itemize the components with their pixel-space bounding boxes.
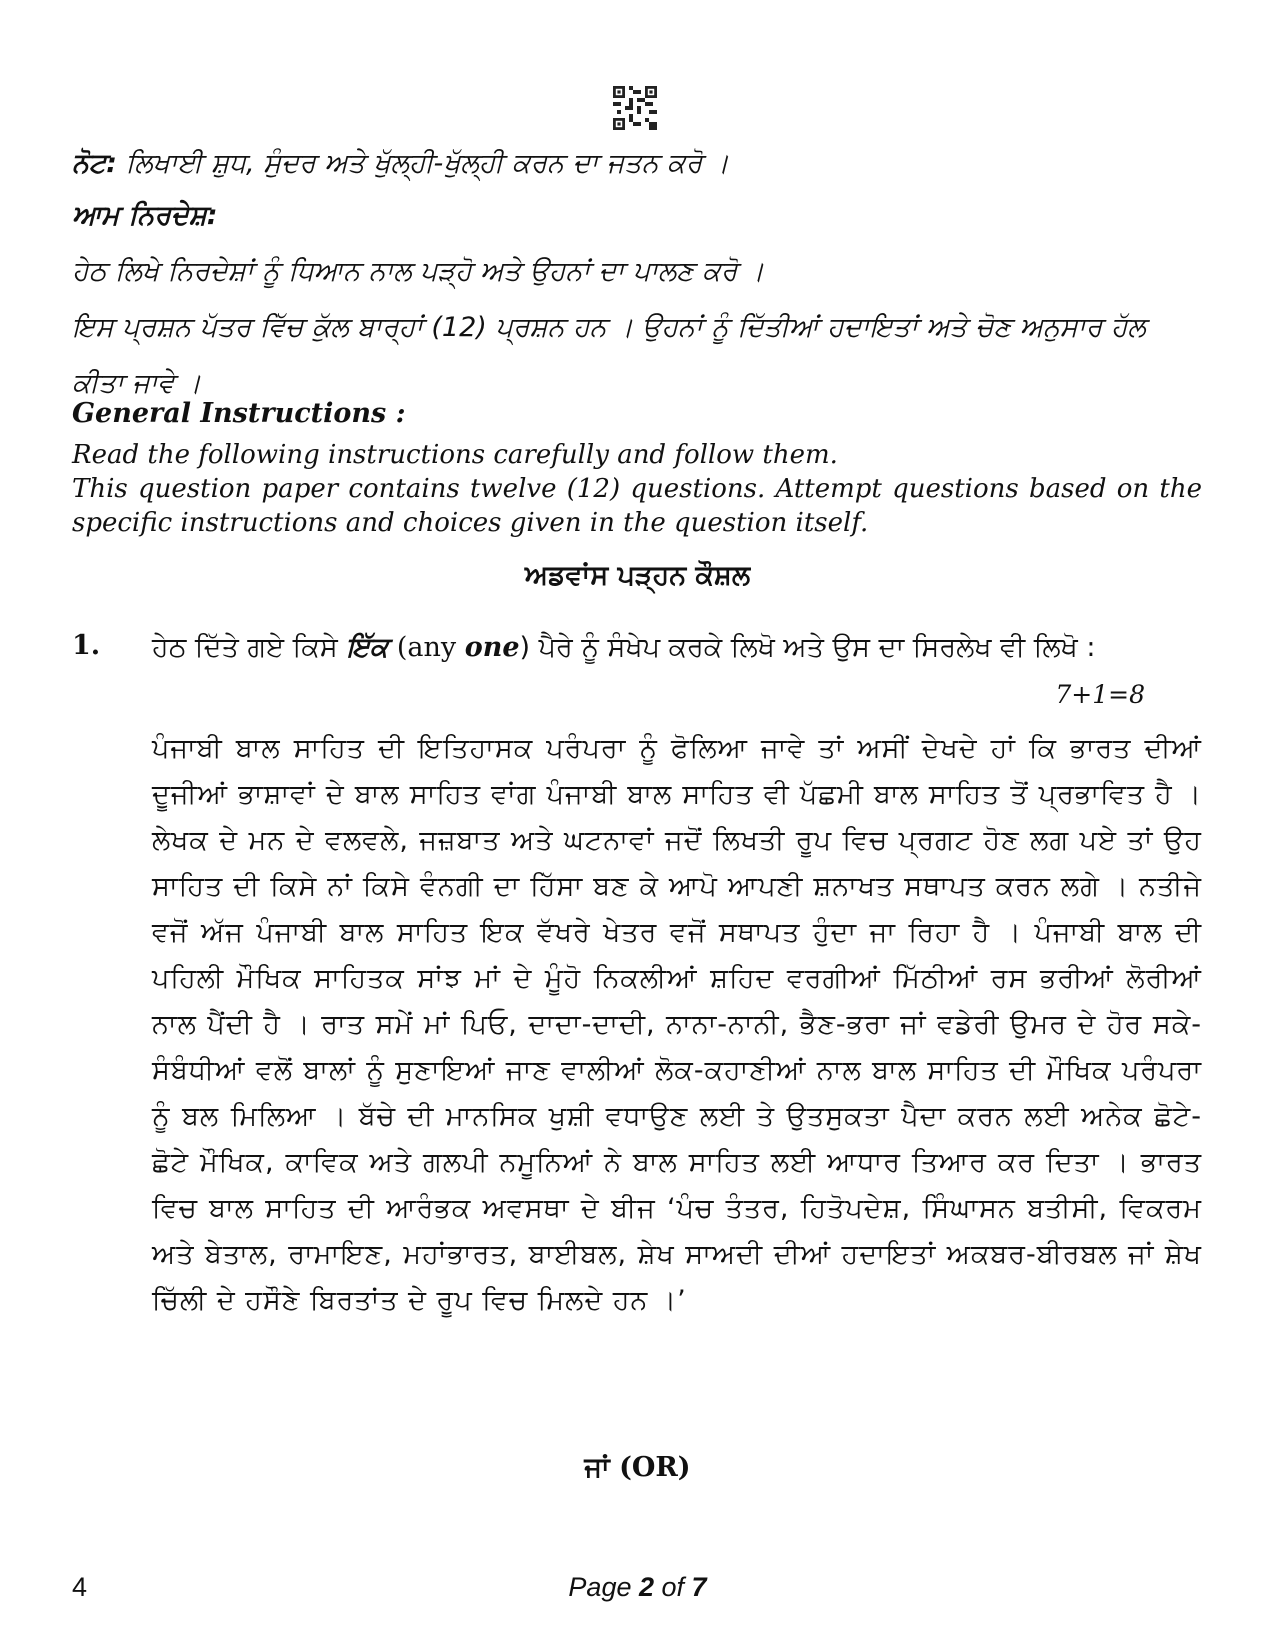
question-text-ek: ਇੱਕ xyxy=(346,632,389,663)
footer-code: 4 xyxy=(72,1572,88,1602)
page-total: 7 xyxy=(691,1572,707,1602)
passage-text: ਪੰਜਾਬੀ ਬਾਲ ਸਾਹਿਤ ਦੀ ਇਤਿਹਾਸਕ ਪਰੰਪਰਾ ਨੂੰ ਫੋਲਿਆ ਜਾਵੇ ਤਾਂ ਅਸੀਂ ਦੇਖਦੇ ਹਾਂ ਕਿ ਭਾਰਤ ਦੀਆਂ ਦੂਜੀਆਂ ਭਾਸ਼ਾਵਾਂ ਦੇ ਬਾਲ ਸਾਹਿਤ ਵਾਂਗ ਪੰਜਾਬੀ ਬਾਲ ਸਾਹਿਤ ਵੀ ਪੱਛਮੀ ਬਾਲ ਸਾਹਿਤ ਤੋਂ ਪ੍ਰਭਾਵਿਤ ਹੈ । ਲੇਖਕ ਦੇ ਮਨ ਦੇ ਵਲਵਲੇ, ਜਜ਼ਬਾਤ ਅਤੇ ਘਟਨਾਵਾਂ ਜਦੋਂ ਲਿਖਤੀ ਰੂਪ ਵਿਚ ਪ੍ਰਗਟ ਹੋਣ ਲਗ ਪਏ ਤਾਂ ਉਹ ਸਾਹਿਤ ਦੀ ਕਿਸੇ ਨਾਂ ਕਿਸੇ ਵੰਨਗੀ ਦਾ ਹਿੱਸਾ ਬਣ ਕੇ ਆਪੋ ਆਪਣੀ ਸ਼ਨਾਖਤ ਸਥਾਪਤ ਕਰਨ ਲਗੇ । ਨਤੀਜੇ ਵਜੋਂ ਅੱਜ ਪੰਜਾਬੀ ਬਾਲ ਸਾਹਿਤ ਇਕ ਵੱਖਰੇ ਖੇਤਰ ਵਜੋਂ ਸਥਾਪਤ ਹੁੰਦਾ ਜਾ ਰਿਹਾ ਹੈ । ਪੰਜਾਬੀ ਬਾਲ ਦੀ ਪਹਿਲੀ ਮੌਖਿਕ ਸਾਹਿਤਕ ਸਾਂਝ ਮਾਂ ਦੇ ਮੂੰਹੋ ਨਿਕਲੀਆਂ ਸ਼ਹਿਦ ਵਰਗੀਆਂ ਮਿੱਠੀਆਂ ਰਸ ਭਰੀਆਂ ਲੋਰੀਆਂ ਨਾਲ ਪੈਂਦੀ ਹੈ । ਰਾਤ ਸਮੇਂ ਮਾਂ ਪਿਓ, ਦਾਦਾ-ਦਾਦੀ, ਨਾਨਾ-ਨਾਨੀ, ਭੈਣ-ਭਰਾ ਜਾਂ ਵਡੇਰੀ ਉਮਰ ਦੇ ਹੋਰ ਸਕੇ-ਸੰਬੰਧੀਆਂ ਵਲੋਂ ਬਾਲਾਂ ਨੂੰ ਸੁਣਾਇਆਂ ਜਾਣ ਵਾਲੀਆਂ ਲੋਕ-ਕਹਾਣੀਆਂ ਨਾਲ ਬਾਲ ਸਾਹਿਤ ਦੀ ਮੌਖਿਕ ਪਰੰਪਰਾ ਨੂੰ ਬਲ ਮਿਲਿਆ । ਬੱਚੇ ਦੀ ਮਾਨਸਿਕ ਖੁਸ਼ੀ ਵਧਾਉਣ ਲਈ ਤੇ ਉਤਸੁਕਤਾ ਪੈਦਾ ਕਰਨ ਲਈ ਅਨੇਕ ਛੋਟੇ-ਛੋਟੇ ਮੌਖਿਕ, ਕਾਵਿਕ ਅਤੇ ਗਲਪੀ ਨਮੂਨਿਆਂ ਨੇ ਬਾਲ ਸਾਹਿਤ ਲਈ ਆਧਾਰ ਤਿਆਰ ਕਰ ਦਿਤਾ । ਭਾਰਤ ਵਿਚ ਬਾਲ ਸਾਹਿਤ ਦੀ ਆਰੰਭਕ ਅਵਸਥਾ ਦੇ ਬੀਜ ‘ਪੰਚ ਤੰਤਰ, ਹਿਤੋਪਦੇਸ਼, ਸਿੰਘਾਸਨ ਬਤੀਸੀ, ਵਿਕਰਮ ਅਤੇ ਬੇਤਾਲ, ਰਾਮਾਇਣ, ਮਹਾਂਭਾਰਤ, ਬਾਈਬਲ, ਸ਼ੇਖ ਸਾਅਦੀ ਦੀਆਂ ਹਦਾਇਤਾਂ ਅਕਬਰ-ਬੀਰਬਲ ਜਾਂ ਸ਼ੇਖ ਚਿੱਲੀ ਦੇ ਹਸੌਣੇ ਬਿਰਤਾਂਤ ਦੇ ਰੂਪ ਵਿਚ ਮਿਲਦੇ ਹਨ ।’ xyxy=(152,733,1202,1316)
general-en-line-1: Read the following instructions carefully and follow them. xyxy=(72,440,838,470)
question-text-any: (any xyxy=(388,632,465,663)
qr-code-icon xyxy=(613,86,657,130)
question-marks: 7+1=8 xyxy=(1055,680,1145,709)
page-current: 2 xyxy=(638,1572,655,1602)
general-pa-line-2: ਇਸ ਪ੍ਰਸ਼ਨ ਪੱਤਰ ਵਿੱਚ ਕੁੱਲ ਬਾਰ੍ਹਾਂ (12) ਪ੍ਰਸ਼ਨ ਹਨ । ਉਹਨਾਂ ਨੂੰ ਦਿੱਤੀਆਂ ਹਦਾਇਤਾਂ ਅਤੇ ਚੋਣ ਅਨੁਸਾਰ ਹੱਲ ਕੀਤਾ ਜਾਵੇ । xyxy=(72,312,1146,399)
question-text-b: ) ਪੈਰੇ ਨੂੰ ਸੰਖੇਪ ਕਰਕੇ ਲਿਖੋ ਅਤੇ ਉਸ ਦਾ ਸਿਰਲੇਖ ਵੀ ਲਿਖੋ : xyxy=(519,632,1096,663)
question-number: 1. xyxy=(72,630,101,661)
general-instructions-pa xyxy=(72,244,1202,412)
page-prefix: Page xyxy=(568,1572,639,1602)
general-instructions-pa-label: ਆਮ ਨਿਰਦੇਸ਼: xyxy=(72,200,218,231)
question-text xyxy=(152,624,1202,672)
general-instructions-en xyxy=(72,438,1202,540)
page-of: of xyxy=(654,1572,692,1602)
or-divider: ਜਾਂ (OR) xyxy=(584,1452,691,1483)
general-instructions-en-label: General Instructions : xyxy=(72,398,406,429)
page-indicator xyxy=(0,1572,1275,1603)
note-line xyxy=(72,148,729,180)
section-title: ਅਡਵਾਂਸ ਪੜ੍ਹਨ ਕੌਸ਼ਲ xyxy=(524,560,751,591)
question-text-one: one xyxy=(464,632,520,663)
question-text-a: ਹੇਠ ਦਿੱਤੇ ਗਏ ਕਿਸੇ xyxy=(152,632,347,663)
note-label: ਨੋਟ: xyxy=(72,148,117,179)
general-en-line-2: This question paper contains twelve (12) questions. Attempt questions based on the specific instructions and choices given in the question itself. xyxy=(72,474,1202,538)
note-text: ਲਿਖਾਈ ਸ਼ੁਧ, ਸੁੰਦਰ ਅਤੇ ਖੁੱਲ੍ਹੀ-ਖੁੱਲ੍ਹੀ ਕਰਨ ਦਾ ਜਤਨ ਕਰੋ । xyxy=(116,148,729,179)
general-pa-line-1: ਹੇਠ ਲਿਖੇ ਨਿਰਦੇਸ਼ਾਂ ਨੂੰ ਧਿਆਨ ਨਾਲ ਪੜ੍ਹੋ ਅਤੇ ਉਹਨਾਂ ਦਾ ਪਾਲਣ ਕਰੋ । xyxy=(72,256,765,287)
